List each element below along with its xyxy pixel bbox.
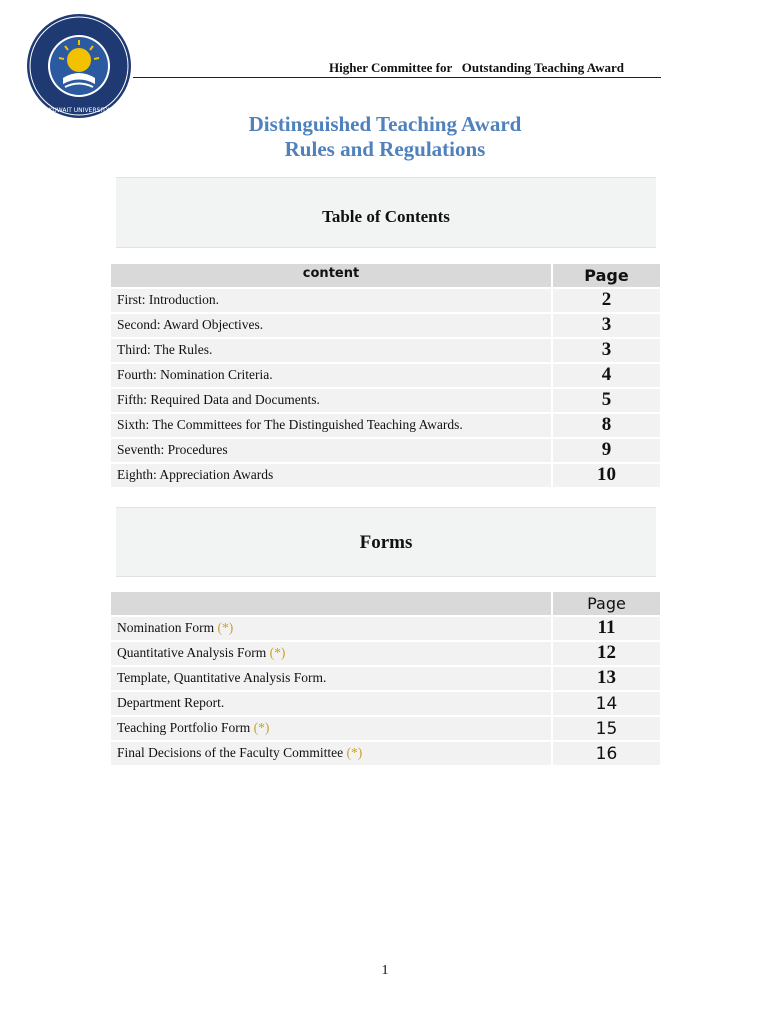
table-row[interactable] xyxy=(111,717,660,740)
form-item-page: 11 xyxy=(597,617,616,638)
running-header: Higher Committee for Outstanding Teaching Award xyxy=(329,60,625,75)
table-row[interactable] xyxy=(111,314,660,337)
forms-heading: Forms xyxy=(359,532,413,553)
form-item-label: Department Report. xyxy=(117,695,225,710)
page-number: 1 xyxy=(381,963,389,978)
toc-item-label: Fifth: Required Data and Documents. xyxy=(117,392,320,407)
toc-item-page: 4 xyxy=(601,364,612,385)
document-subtitle: Rules and Regulations xyxy=(284,137,486,161)
toc-item-label: Fourth: Nomination Criteria. xyxy=(117,367,273,382)
toc-item-page: 9 xyxy=(601,439,612,460)
document-title: Distinguished Teaching Award xyxy=(248,112,522,136)
toc-item-label: Seventh: Procedures xyxy=(117,442,228,457)
toc-item-page: 3 xyxy=(601,314,612,335)
form-item-page: 13 xyxy=(597,667,616,688)
forms-col-blank xyxy=(111,592,551,615)
required-mark: (*) xyxy=(253,720,270,735)
toc-heading-band xyxy=(116,177,656,248)
university-seal-icon xyxy=(25,12,133,120)
table-row[interactable] xyxy=(111,364,660,387)
form-item-page: 12 xyxy=(597,642,616,663)
toc-header-row xyxy=(111,264,660,287)
toc-item-page: 10 xyxy=(597,464,616,485)
toc-item-page: 5 xyxy=(601,389,612,410)
svg-text:KUWAIT UNIVERSITY: KUWAIT UNIVERSITY xyxy=(48,107,110,114)
toc-item-page: 8 xyxy=(601,414,612,435)
toc-item-label: First: Introduction. xyxy=(117,292,219,307)
toc-item-page: 3 xyxy=(601,339,612,360)
table-row[interactable] xyxy=(111,339,660,362)
toc-heading: Table of Contents xyxy=(322,207,450,226)
table-row[interactable] xyxy=(111,667,660,690)
form-item-label: Teaching Portfolio Form xyxy=(117,720,254,735)
table-row[interactable] xyxy=(111,742,660,765)
toc-item-label: Eighth: Appreciation Awards xyxy=(117,467,274,482)
toc-item-label: Second: Award Objectives. xyxy=(117,317,264,332)
table-row[interactable] xyxy=(111,414,660,437)
form-item-label: Template, Quantitative Analysis Form. xyxy=(117,670,327,685)
table-row[interactable] xyxy=(111,389,660,412)
form-item-label: Quantitative Analysis Form xyxy=(117,645,270,660)
table-row[interactable] xyxy=(111,439,660,462)
form-item-label: Nomination Form xyxy=(117,620,218,635)
table-row[interactable] xyxy=(111,464,660,487)
toc-col-content: content xyxy=(302,266,360,281)
required-mark: (*) xyxy=(269,645,286,660)
required-mark: (*) xyxy=(346,745,363,760)
toc-item-label: Third: The Rules. xyxy=(117,342,213,357)
table-row[interactable] xyxy=(111,692,660,715)
form-item-page: 14 xyxy=(595,694,618,714)
forms-heading-band xyxy=(116,507,656,577)
form-item-page: 16 xyxy=(595,744,618,764)
forms-header-row xyxy=(111,592,660,615)
table-row[interactable] xyxy=(111,289,660,312)
toc-col-page: Page xyxy=(584,266,629,285)
table-row[interactable] xyxy=(111,642,660,665)
header-rule xyxy=(133,77,661,78)
toc-item-label: Sixth: The Committees for The Distinguished Teaching Awards. xyxy=(117,417,463,432)
form-item-label: Final Decisions of the Faculty Committee xyxy=(117,745,347,760)
required-mark: (*) xyxy=(217,620,234,635)
table-row[interactable] xyxy=(111,617,660,640)
form-item-page: 15 xyxy=(595,719,618,739)
toc-item-page: 2 xyxy=(601,289,612,310)
forms-col-page: Page xyxy=(587,594,626,613)
